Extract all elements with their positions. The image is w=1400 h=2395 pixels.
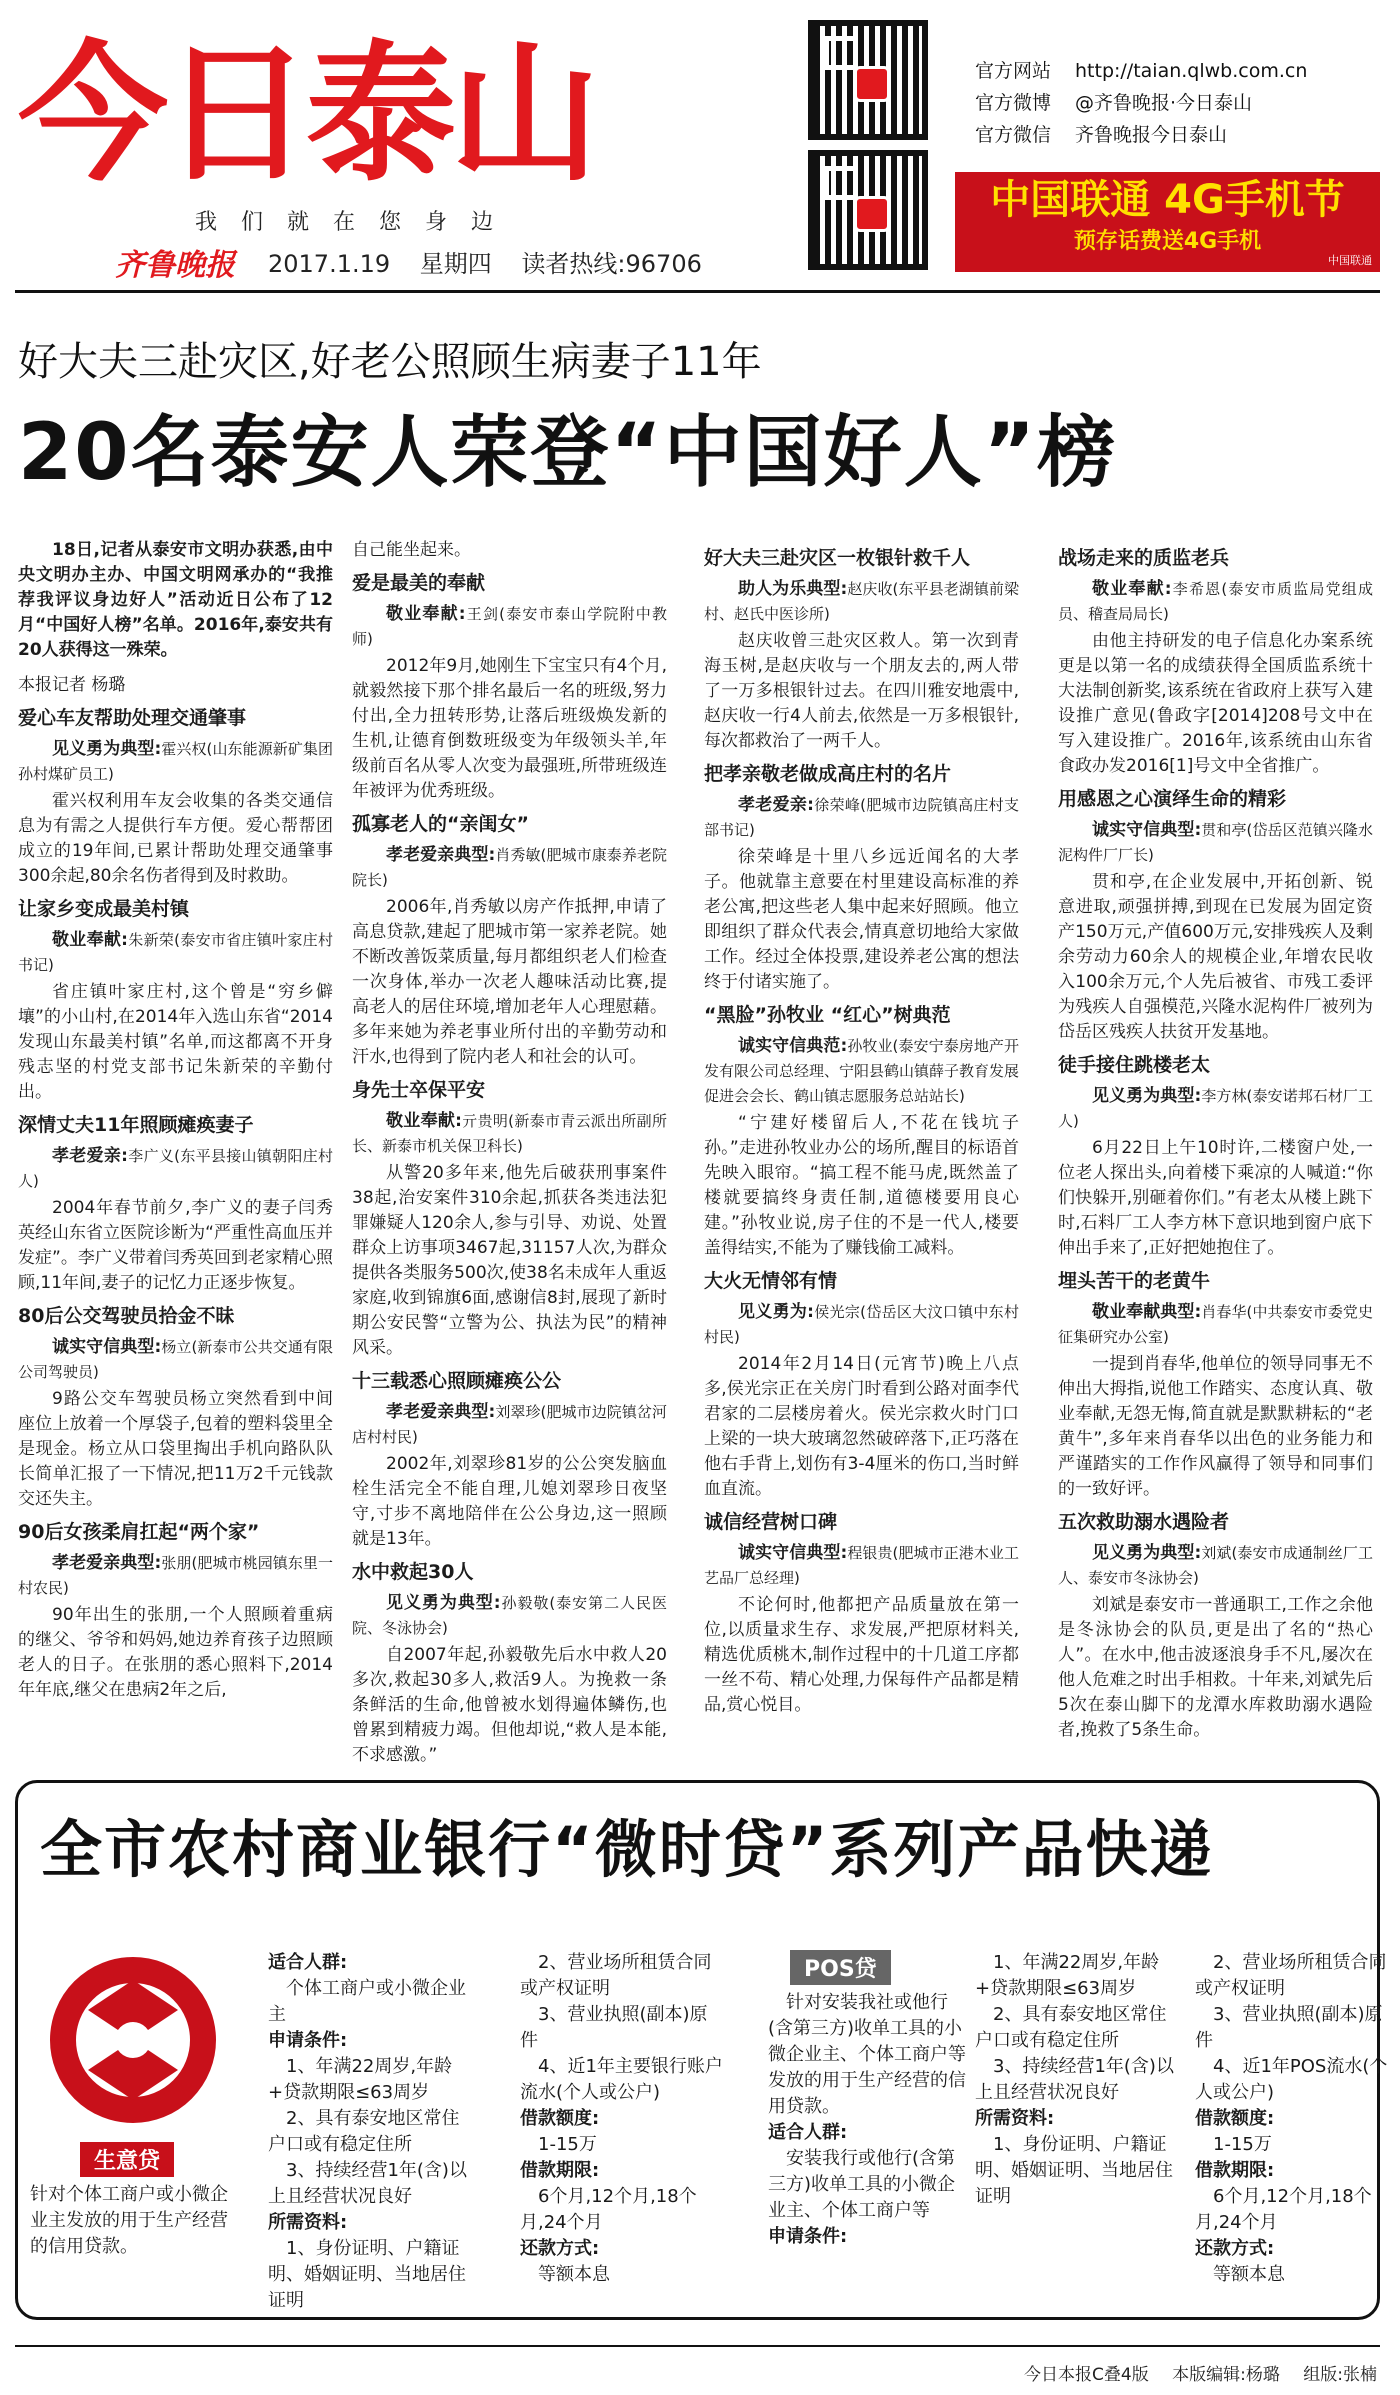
honoree-name: 刘斌(泰安市成通制丝厂工人、泰安市冬泳协会) (1058, 1544, 1373, 1587)
section-heading: 战场走来的质监老兵 (1058, 547, 1230, 569)
honoree-name: 霍兴权(山东能源新矿集团孙村煤矿员工) (18, 740, 333, 783)
ad-unicom-tag: 中国联通 (1328, 254, 1372, 267)
ad-field-value: 个体工商户或小微企业主 (268, 1978, 466, 2025)
ad-field-value: 2、营业场所租赁合同或产权证明 (1195, 1952, 1387, 1999)
honoree-name: 侯光宗(岱岳区大汶口镇中东村村民) (704, 1303, 1019, 1346)
paragraph: 一提到肖春华,他单位的领导同事无不伸出大拇指,说他工作踏实、态度认真、敬业奉献,无怨无悔,简直就是默默耕耘的“老黄牛”,多年来肖春华以出色的业务能力和严谨踏实的工作作风赢得了领导和同事们的一致好评。 (1058, 1354, 1373, 1499)
qr-code-icon (808, 150, 928, 270)
honoree-role: 孝老爱亲典型:肖秀敏(肥城市康泰养老院院长) (352, 845, 667, 889)
ad-field-value: 3、营业执照(副本)原件 (520, 2004, 708, 2051)
article-column-1 (18, 538, 333, 1753)
honoree-name: 孙毅敬(泰安第二人民医院、冬泳协会) (352, 1594, 667, 1637)
honoree-role: 见义勇为典型:霍兴权(山东能源新矿集团孙村煤矿员工) (18, 739, 333, 783)
tag-shengyidai: 生意贷 (80, 2142, 174, 2177)
paragraph: 贯和亭,在企业发展中,开拓创新、锐意进取,顽强拼搏,到现在已发展为固定资产150万元,产值600万元,安排残疾人及剩余劳动力60余人的规模企业,年增农民收入100余万元,个人先后被省、市残工委评为残疾人自强模范,兴隆水泥构件厂被列为岱岳区残疾人扶贫开发基地。 (1058, 872, 1373, 1042)
ad-field-value: 安装我行或他行(含第三方)收单工具的小微企业主、个体工商户等 (768, 2148, 956, 2221)
ad-field-value: 1、身份证明、户籍证明、婚姻证明、当地居住证明 (268, 2238, 466, 2311)
paragraph: 自己能坐起来。 (352, 540, 471, 560)
article-column-3 (704, 538, 1019, 1753)
honoree-role: 孝老爱亲典型:张朋(肥城市桃园镇东里一村农民) (18, 1553, 333, 1597)
honoree-role: 见义勇为:侯光宗(岱岳区大汶口镇中东村村民) (704, 1302, 1019, 1346)
shengyidai-desc: 针对个体工商户或小微企业主发放的用于生产经营的信用贷款。 (30, 2184, 228, 2257)
honoree-name: 刘翠珍(肥城市边院镇岔河店村村民) (352, 1403, 667, 1446)
article-lead: 18日,记者从泰安市文明办获悉,由中央文明办主办、中国文明网承办的“我推荐我评议身边好人”活动近日公布了12月“中国好人榜”名单。2016年,泰安共有20人获得这一殊荣。 (18, 540, 333, 660)
bank-ad-col-5 (1195, 1950, 1400, 2288)
ad-unicom-line1: 中国联通 4G手机节 (990, 177, 1345, 223)
paragraph: “宁建好楼留后人,不花在钱坑子孙。”走进孙牧业办公的场所,醒目的标语首先映入眼帘。“搞工程不能马虎,既然盖了楼就要搞终身责任制,道德楼要用良心建。”孙牧业说,房子住的不是一代人,楼要盖得结实,不能为了赚钱偷工减料。 (704, 1113, 1019, 1258)
honoree-name: 朱新荣(泰安市省庄镇叶家庄村书记) (18, 931, 333, 974)
paragraph: 不论何时,他都把产品质量放在第一位,以质量求生存、求发展,严把原材料关,精选优质桃木,制作过程中的十几道工序都一丝不苟、精心处理,力保每件产品都是精品,赏心悦目。 (704, 1595, 1019, 1715)
section-heading: 埋头苦干的老黄牛 (1058, 1270, 1211, 1292)
reader-hotline: 读者热线:96706 (521, 250, 702, 278)
section-heading: 深情丈夫11年照顾瘫痪妻子 (18, 1114, 254, 1136)
article-column-4 (1058, 538, 1373, 1753)
contact-website: 官方网站 http://taian.qlwb.com.cn (975, 60, 1308, 82)
section-heading: 爱是最美的奉献 (352, 572, 486, 594)
paragraph: 2014年2月14日(元宵节)晚上八点多,侯光宗正在关房门时看到公路对面李代君家的二层楼房着火。侯光宗救火时门口上梁的一块大玻璃忽然破碎落下,正巧落在他右手背上,划伤有3-4厘米的伤口,当时鲜血直流。 (704, 1354, 1019, 1499)
honoree-role: 孝老爱亲:徐荣峰(肥城市边院镇高庄村支部书记) (704, 795, 1019, 839)
honoree-name: 李希恩(泰安市质监局党组成员、稽查局局长) (1058, 580, 1373, 623)
issue-weekday: 星期四 (419, 250, 492, 278)
paragraph: 刘斌是泰安市一普通职工,工作之余他是冬泳协会的队员,更是出了名的“热心人”。在水中,他击波逐浪身手不凡,屡次在他人危难之时出手相救。十年来,刘斌先后5次在泰山脚下的龙潭水库救助溺水遇险者,挽救了5条生命。 (1058, 1595, 1373, 1740)
section-heading: 90后女孩柔肩扛起“两个家” (18, 1521, 260, 1543)
ad-field-value: 3、营业执照(副本)原件 (1195, 2004, 1383, 2051)
ad-field-label: 适合人群: (268, 1952, 348, 1973)
paragraph: 徐荣峰是十里八乡远近闻名的大孝子。他就靠主意要在村里建设高标准的养老公寓,把这些老人集中起来好照顾。他立即组织了群众代表会,情真意切地给大家做工作。经过全体投票,建设养老公寓的想法终于付诸实施了。 (704, 847, 1019, 992)
tag-posdai: POS贷 (790, 1950, 891, 1985)
section-heading: 爱心车友帮助处理交通肇事 (18, 707, 247, 729)
divider (15, 2345, 1380, 2347)
bank-logo-icon (28, 1950, 238, 2130)
ad-field-value: 等额本息 (1213, 2264, 1285, 2285)
paragraph: 从警20多年来,他先后破获刑事案件38起,治安案件310余起,抓获各类违法犯罪嫌疑人120余人,参与引导、劝说、处置群众上访事项3467起,31157人次,为群众提供各类服务500次,使38名未成年人重返家庭,收到锦旗6面,感谢信8封,展现了新时期公安民警“立警为公、执法为民”的精神风采。 (352, 1163, 667, 1358)
paragraph: 自2007年起,孙毅敬先后水中救人20多次,救起30多人,救活9人。为挽救一条条鲜活的生命,他曾被水划得遍体鳞伤,也曾累到精疲力竭。但他却说,“救人是本能,不求感激。” (352, 1645, 667, 1765)
honoree-role: 敬业奉献典型:肖春华(中共泰安市委党史征集研究办公室) (1058, 1302, 1373, 1346)
ad-field-value: 1-15万 (1213, 2134, 1272, 2155)
ad-field-label: 借款额度: (520, 2108, 600, 2129)
contact-list (975, 55, 1307, 151)
ad-field-value: 针对安装我社或他行(含第三方)收单工具的小微企业主、个体工商户等发放的用于生产经营的信用贷款。 (768, 1992, 966, 2117)
ad-field-label: 借款额度: (1195, 2108, 1275, 2129)
ad-field-value: 1、身份证明、户籍证明、婚姻证明、当地居住证明 (975, 2134, 1173, 2207)
section-heading: 身先士卒保平安 (352, 1079, 486, 1101)
article-column-2 (352, 538, 667, 1765)
honoree-name: 赵庆收(东平县老湖镇前梁村、赵氏中医诊所) (704, 580, 1019, 623)
ad-field-value: 3、持续经营1年(含)以上且经营状况良好 (975, 2056, 1174, 2103)
honoree-role: 孝老爱亲典型:刘翠珍(肥城市边院镇岔河店村村民) (352, 1402, 667, 1446)
section-heading: 把孝亲敬老做成高庄村的名片 (704, 763, 952, 785)
honoree-name: 李广义(东平县接山镇朝阳庄村人) (18, 1147, 333, 1190)
honoree-role: 诚实守信典型:杨立(新泰市公共交通有限公司驾驶员) (18, 1337, 333, 1381)
ad-field-value: 1、年满22周岁,年龄+贷款期限≤63周岁 (268, 2056, 453, 2103)
section-heading: 十三载悉心照顾瘫痪公公 (352, 1370, 562, 1392)
honoree-role: 孝老爱亲:李广义(东平县接山镇朝阳庄村人) (18, 1146, 333, 1190)
ad-field-value: 2、具有泰安地区常住户口或有稳定住所 (268, 2108, 460, 2155)
ad-field-label: 借款期限: (1195, 2160, 1275, 2181)
honoree-role: 诚实守信典型:程银贵(肥城市正港木业工艺品厂总经理) (704, 1543, 1019, 1587)
paragraph: 90年出生的张朋,一个人照顾着重病的继父、爷爷和妈妈,她边养育孩子边照顾老人的日子。在张朋的悉心照料下,2014年年底,继父在患病2年之后, (18, 1605, 333, 1700)
honoree-name: 亓贵明(新泰市青云派出所副所长、新泰市机关保卫科长) (352, 1112, 667, 1155)
ad-field-label: 借款期限: (520, 2160, 600, 2181)
paragraph: 2004年春节前夕,李广义的妻子闫秀英经山东省立医院诊断为“严重性高血压并发症”。李广义带着闫秀英回到老家精心照顾,11年间,妻子的记忆力正逐步恢复。 (18, 1198, 333, 1293)
honoree-name: 杨立(新泰市公共交通有限公司驾驶员) (18, 1338, 333, 1381)
honoree-role: 敬业奉献:朱新荣(泰安市省庄镇叶家庄村书记) (18, 930, 333, 974)
honoree-role: 敬业奉献:亓贵明(新泰市青云派出所副所长、新泰市机关保卫科长) (352, 1111, 667, 1155)
paragraph: 9路公交车驾驶员杨立突然看到中间座位上放着一个厚袋子,包着的塑料袋里全是现金。杨立从口袋里掏出手机向路队队长简单汇报了一下情况,把11万2千元钱款交还失主。 (18, 1389, 333, 1509)
honoree-name: 王剑(泰安市泰山学院附中教师) (352, 605, 667, 648)
honoree-role: 见义勇为典型:李方林(泰安诺邦石材厂工人) (1058, 1086, 1373, 1130)
masthead-slogan: 我们就在您身边 (195, 210, 518, 235)
honoree-role: 诚实守信典型:贯和亭(岱岳区范镇兴隆水泥构件厂厂长) (1058, 820, 1373, 864)
brand-name: 齐鲁晚报 (115, 248, 235, 283)
section-heading: 大火无情邻有情 (704, 1270, 838, 1292)
bank-ad-col-1 (268, 1950, 473, 2314)
masthead-logo: 今日泰山 (18, 28, 595, 202)
ad-field-value: 4、近1年POS流水(个人或公户) (1195, 2056, 1388, 2103)
honoree-name: 李方林(泰安诺邦石材厂工人) (1058, 1087, 1373, 1130)
section-heading: 孤寡老人的“亲闺女” (352, 813, 529, 835)
honoree-role: 见义勇为典型:刘斌(泰安市成通制丝厂工人、泰安市冬泳协会) (1058, 1543, 1373, 1587)
ad-field-label: 还款方式: (520, 2238, 600, 2259)
article-byline: 本报记者 杨璐 (18, 675, 126, 695)
section-heading: 水中救起30人 (352, 1561, 474, 1583)
honoree-name: 孙牧业(泰安宁泰房地产开发有限公司总经理、宁阳县鹤山镇薛子教育发展促进会会长、鹤山镇志愿服务总站站长) (704, 1037, 1020, 1105)
ad-field-value: 1-15万 (538, 2134, 597, 2155)
section-heading: 80后公交驾驶员拾金不昧 (18, 1305, 235, 1327)
honoree-name: 贯和亭(岱岳区范镇兴隆水泥构件厂厂长) (1058, 821, 1373, 864)
section-heading: 好大夫三赴灾区一枚银针救千人 (704, 547, 971, 569)
section-heading: 用感恩之心演绎生命的精彩 (1058, 788, 1287, 810)
paragraph: 2002年,刘翠珍81岁的公公突发脑血栓生活完全不能自理,儿媳刘翠珍日夜坚守,寸步不离地陪伴在公公身边,这一照顾就是13年。 (352, 1454, 667, 1549)
issue-date: 2017.1.19 (268, 250, 391, 278)
honoree-name: 张朋(肥城市桃园镇东里一村农民) (18, 1554, 333, 1597)
paragraph: 省庄镇叶家庄村,这个曾是“穷乡僻壤”的小山村,在2014年入选山东省“2014发现山东最美村镇”名单,而这都离不开身残志坚的村党支部书记朱新荣的辛勤付出。 (18, 982, 333, 1102)
paragraph: 2012年9月,她刚生下宝宝只有4个月,就毅然接下那个排名最后一名的班级,努力付出,全力扭转形势,让落后班级焕发新的生机,让德育倒数班级变为年级领头羊,年级前百名从零人次变为最强班,所带班级连年被评为优秀班级。 (352, 656, 667, 801)
ad-field-label: 还款方式: (1195, 2238, 1275, 2259)
ad-field-value: 6个月,12个月,18个月,24个月 (520, 2186, 697, 2233)
unicom-4g-ad[interactable] (955, 172, 1380, 272)
section-heading: 诚信经营树口碑 (704, 1511, 838, 1533)
page-footer (1006, 2360, 1377, 2385)
ad-field-label: 申请条件: (768, 2226, 848, 2247)
ad-field-value: 6个月,12个月,18个月,24个月 (1195, 2186, 1372, 2233)
honoree-name: 肖春华(中共泰安市委党史征集研究办公室) (1058, 1303, 1373, 1346)
bank-ad-col-3 (768, 1990, 973, 2250)
honoree-name: 程银贵(肥城市正港木业工艺品厂总经理) (704, 1544, 1019, 1587)
honoree-role: 诚实守信典范:孙牧业(泰安宁泰房地产开发有限公司总经理、宁阳县鹤山镇薛子教育发展促进会会长、鹤山镇志愿服务总站站长) (704, 1036, 1020, 1105)
ad-field-label: 适合人群: (768, 2122, 848, 2143)
contact-weibo: 官方微博 @齐鲁晚报·今日泰山 (975, 92, 1253, 114)
ad-field-label: 所需资料: (975, 2108, 1055, 2129)
dateline (268, 244, 724, 279)
ad-field-value: 2、营业场所租赁合同或产权证明 (520, 1952, 712, 1999)
section-heading: “黑脸”孙牧业 “红心”树典范 (704, 1004, 951, 1026)
honoree-role: 助人为乐典型:赵庆收(东平县老湖镇前梁村、赵氏中医诊所) (704, 579, 1019, 623)
article-kicker: 好大夫三赴灾区,好老公照顾生病妻子11年 (18, 339, 762, 385)
ad-field-value: 1、年满22周岁,年龄+贷款期限≤63周岁 (975, 1952, 1160, 1999)
ad-field-label: 申请条件: (268, 2030, 348, 2051)
contact-wechat: 官方微信 齐鲁晚报今日泰山 (975, 124, 1228, 146)
ad-field-value: 4、近1年主要银行账户流水(个人或公户) (520, 2056, 723, 2103)
divider (15, 290, 1380, 293)
honoree-name: 徐荣峰(肥城市边院镇高庄村支部书记) (704, 796, 1019, 839)
paragraph: 6月22日上午10时许,二楼窗户处,一位老人探出头,向着楼下乘凉的人喊道:“你们快躲开,别砸着你们。”有老太从楼上跳下时,石料厂工人李方林下意识地到窗户底下伸出手来了,正好把她抱住了。 (1058, 1138, 1373, 1258)
honoree-name: 肖秀敏(肥城市康泰养老院院长) (352, 846, 667, 889)
bank-ad-title: 全市农村商业银行“微时贷”系列产品快递 (40, 1813, 1214, 1886)
ad-field-value: 2、具有泰安地区常住户口或有稳定住所 (975, 2004, 1167, 2051)
section-heading: 让家乡变成最美村镇 (18, 898, 190, 920)
paragraph: 霍兴权利用车友会收集的各类交通信息为有需之人提供行车方便。爱心帮帮团成立的19年间,已累计帮助处理交通肇事300余起,80余名伤者得到及时救助。 (18, 791, 333, 886)
section-heading: 徒手接住跳楼老太 (1058, 1054, 1211, 1076)
col1-body (18, 706, 333, 1703)
honoree-role: 见义勇为典型:孙毅敬(泰安第二人民医院、冬泳协会) (352, 1593, 667, 1637)
paragraph: 2006年,肖秀敏以房产作抵押,申请了高息贷款,建起了肥城市第一家养老院。她不断改善饭菜质量,每月都组织老人们检查一次身体,举办一次老人趣味活动比赛,提高老人的居住环境,增加老年人心理慰藉。多年来她为养老事业所付出的辛勤劳动和汗水,也得到了院内老人和社会的认可。 (352, 897, 667, 1067)
section-heading: 五次救助溺水遇险者 (1058, 1511, 1230, 1533)
ad-unicom-line2: 预存话费送4G手机 (1073, 229, 1262, 254)
footer-edition: 今日本报C叠4版 (1024, 2365, 1149, 2385)
footer-layout: 组版:张楠 (1303, 2365, 1377, 2385)
qr-code-icon (808, 20, 928, 140)
ad-field-value: 等额本息 (538, 2264, 610, 2285)
ad-field-value: 3、持续经营1年(含)以上且经营状况良好 (268, 2160, 467, 2207)
footer-editor: 本版编辑:杨璐 (1172, 2365, 1280, 2385)
honoree-role: 敬业奉献:李希恩(泰安市质监局党组成员、稽查局局长) (1058, 579, 1373, 623)
paragraph: 赵庆收曾三赴灾区救人。第一次到青海玉树,是赵庆收与一个朋友去的,两人带了一万多根银针过去。在四川雅安地震中,赵庆收一行4人前去,依然是一万多根银针,每次都救治了一两千人。 (704, 631, 1019, 751)
honoree-role: 敬业奉献:王剑(泰安市泰山学院附中教师) (352, 604, 667, 648)
article-headline: 20名泰安人荣登“中国好人”榜 (18, 408, 1118, 498)
ad-field-label: 所需资料: (268, 2212, 348, 2233)
bank-ad-col-2 (520, 1950, 725, 2288)
paragraph: 由他主持研发的电子信息化办案系统更是以第一名的成绩获得全国质监系统十大法制创新奖,该系统在省政府上获写入建设推广意见(鲁政字[2014]208号文中在写入建设推广。2016年,该系统由山东省食政办发2016[1]号文中全省推广。 (1058, 631, 1373, 776)
bank-ad-col-4 (975, 1950, 1180, 2210)
